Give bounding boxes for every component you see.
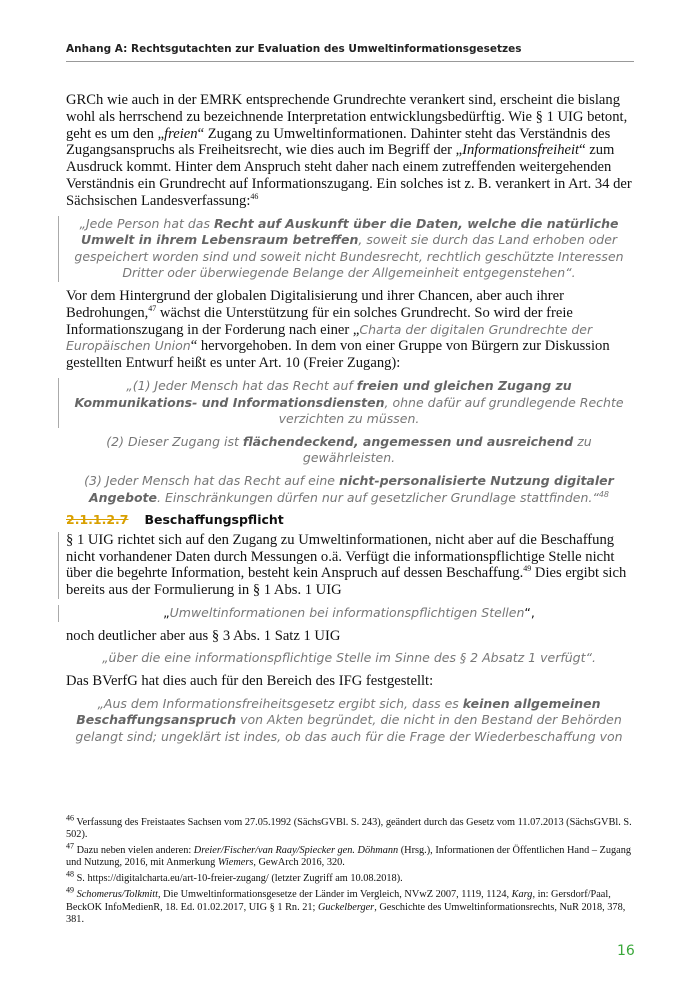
text-italic: Informationsfreiheit bbox=[462, 142, 580, 159]
text: “ hervorgehoben. In dem von einer Gruppe von Bürgern zur Diskussion gestellten Entwurf heißt es unter Art. 10 (Freier Zugang): bbox=[66, 338, 610, 372]
text-bold: nicht-personalisierte Nutzung digitaler Angebote bbox=[89, 472, 614, 505]
footnote-number: 49 bbox=[66, 886, 74, 896]
text: „Aus dem Informationsfreiheitsgesetz ergibt sich, dass es bbox=[97, 695, 463, 711]
text: zu gewährleisten. bbox=[302, 433, 592, 466]
text-bold: flächendeckend, angemessen und ausreichend bbox=[242, 433, 574, 449]
text-italic: freien bbox=[164, 125, 198, 142]
footnote-48 bbox=[66, 869, 632, 885]
footnote-ref-48[interactable]: 48 bbox=[598, 489, 609, 499]
text: § 1 UIG richtet sich auf den Zugang zu Umweltinformationen, nicht aber auf die Beschaffung nicht vorhandener Daten durch Messungen o.ä. Verfügt die informationspflichtige Stelle nicht über die begehrte Information, besteht kein Anspruch auf dessen Beschaffung. bbox=[66, 531, 615, 582]
text: (2) Dieser Zugang ist bbox=[106, 433, 243, 449]
footnotes bbox=[66, 813, 632, 930]
text: „(1) Jeder Mensch hat das Recht auf bbox=[126, 377, 357, 393]
text: „Jede Person hat das bbox=[79, 215, 214, 231]
text: , Geschichte des Umweltinformationsrechts, NuR 2018, 378, 381. bbox=[66, 901, 626, 925]
text: , soweit sie durch das Land erhoben oder gespeichert worden sind und soweit nicht Bundesrecht, rechtlich geschützte Interessen Dritter oder überwiegende Belange der Allgemeinheit entgegenstehen“. bbox=[74, 232, 624, 281]
text-italic: Guckelberger bbox=[317, 901, 375, 913]
text: Umweltinformationen bei informationspflichtigen Stellen bbox=[169, 605, 525, 621]
section-number: 2.1.1.2.7 bbox=[66, 512, 129, 528]
footnote-link[interactable]: S. https://digitalcharta.eu/art-10-freier-zugang/ (letzter Zugriff am 10.08.2018). bbox=[74, 873, 403, 885]
section-title: Beschaffungspflicht bbox=[144, 512, 284, 528]
text-bold: keinen allgemeinen Beschaffungsanspruch bbox=[76, 695, 601, 728]
text: “ Zugang zu Umweltinformationen. Dahinter steht das Verständnis des Zugangsanspruchs als Freiheitsrecht, wie dies auch im Begriff der „ bbox=[66, 125, 611, 159]
page-header: Anhang A: Rechtsgutachten zur Evaluation des Umweltinformationsgesetzes bbox=[66, 43, 634, 62]
document-body bbox=[66, 92, 632, 752]
footnote-ref-49[interactable]: 49 bbox=[523, 564, 532, 574]
text: (Hrsg.), Informationen der Öffentlichen Hand – Zugang und Nutzung, 2016, mit Anmerkung bbox=[66, 845, 632, 869]
quote-charta-3 bbox=[66, 473, 632, 506]
section-heading bbox=[66, 512, 632, 529]
paragraph-3 bbox=[66, 532, 632, 599]
footnote-47 bbox=[66, 841, 632, 869]
text: von Akten begründet, die nicht in den Bestand der Behörden gelangt sind; ungeklärt ist indes, ob das auch für die Frage der Wiederbeschaffung von bbox=[75, 712, 623, 745]
page-number: 16 bbox=[617, 943, 635, 959]
quote-charta-1 bbox=[66, 378, 632, 428]
text: “ zum Ausdruck kommt. Hinter dem Anspruch steht daher nach einem zutreffenden weitergehenden Verständnis ein Grundrecht auf Informationszugang. Ein solches ist z. B. verankert in Art. 34 der Sächsischen Landesverfassung: bbox=[66, 142, 632, 209]
text: Verfassung des Freistaates Sachsen vom 27.05.1992 (SächsGVBl. S. 243), geändert durch das Gesetz vom 11.07.2013 (SächsGVBl. S. 502). bbox=[66, 817, 632, 841]
footnote-46 bbox=[66, 813, 632, 841]
footnote-ref-46[interactable]: 46 bbox=[250, 191, 259, 201]
paragraph-2 bbox=[66, 288, 632, 372]
footnote-number: 48 bbox=[66, 869, 74, 879]
text: , ohne dafür auf grundlegende Rechte verzichten zu müssen. bbox=[278, 394, 624, 427]
paragraph-1 bbox=[66, 92, 632, 210]
quote-uig-1 bbox=[66, 605, 632, 622]
text: GRCh wie auch in der EMRK entsprechende Grundrechte verankert sind, erscheint die bislang wohl als herrschend zu bezeichnende Interpretation entwicklungsbedürftig. Wie § 1 UIG betont, geht es um den „ bbox=[66, 92, 628, 142]
text-bold: freien und gleichen Zugang zu Kommunikations- und Informationsdiensten bbox=[74, 377, 572, 410]
footnote-49 bbox=[66, 886, 632, 925]
text-italic: Schomerus/Tolkmitt bbox=[76, 889, 159, 901]
text-bold: Recht auf Auskunft über die Daten, welche die natürliche Umwelt in ihrem Lebensraum betreffen bbox=[80, 215, 619, 248]
text: “, bbox=[524, 605, 535, 621]
quote-charta-2 bbox=[66, 434, 632, 467]
text-italic: Dreier/Fischer/van Raay/Spiecker gen. Döhmann bbox=[193, 845, 399, 857]
text: Dies ergibt sich bereits aus der Formulierung in § 1 Abs. 1 UIG bbox=[66, 565, 627, 599]
quote-saxon-constitution bbox=[66, 216, 632, 282]
quote-bverfg bbox=[66, 696, 632, 746]
text: , in: Gersdorf/Paal, BeckOK InfoMedienR, 18. Ed. 01.02.2017, UIG § 1 Rn. 21; bbox=[66, 889, 611, 913]
text-italic: Karg bbox=[511, 889, 533, 901]
text-italic: Wiemers bbox=[217, 857, 254, 869]
text: Vor dem Hintergrund der globalen Digitalisierung und ihrer Chancen, aber auch ihrer Bedrohungen, bbox=[66, 287, 564, 321]
quote-uig-3: „über die eine informationspflichtige Stelle im Sinne des § 2 Absatz 1 verfügt“. bbox=[102, 650, 596, 666]
text: wächst die Unterstützung für ein solches Grundrecht. So wird der freie Informationszugang in der Forderung nach einer „ bbox=[66, 304, 573, 338]
text: (3) Jeder Mensch hat das Recht auf eine bbox=[84, 472, 339, 488]
text: Dazu neben vielen anderen: bbox=[74, 845, 194, 857]
footnote-number: 47 bbox=[66, 841, 74, 851]
footnote-ref-47[interactable]: 47 bbox=[148, 303, 157, 313]
text: , GewArch 2016, 320. bbox=[253, 857, 345, 869]
text: . Einschränkungen dürfen nur auf gesetzlicher Grundlage stattfinden.“ bbox=[157, 489, 599, 505]
paragraph-4: noch deutlicher aber aus § 3 Abs. 1 Satz 1 UIG bbox=[66, 627, 341, 644]
paragraph-5: Das BVerfG hat dies auch für den Bereich des IFG festgestellt: bbox=[66, 673, 434, 690]
text: , Die Umweltinformationsgesetze der Länder im Vergleich, NVwZ 2007, 1119, 1124, bbox=[158, 889, 512, 901]
text: „ bbox=[163, 605, 170, 621]
text-italic: Charta der digitalen Grundrechte der Europäischen Union bbox=[66, 321, 593, 354]
footnote-number: 46 bbox=[66, 813, 74, 823]
